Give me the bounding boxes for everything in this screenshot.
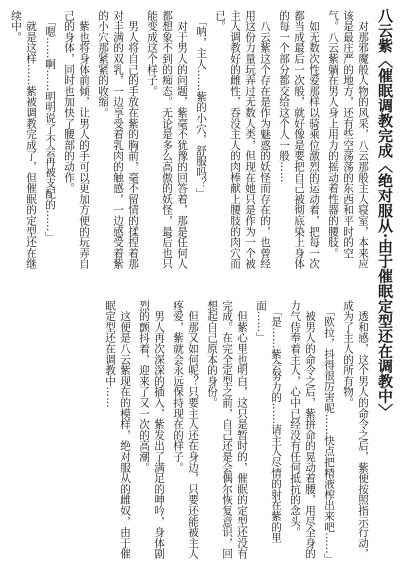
paragraph: 「是……紫会努力的……请主人尽情的射在紫的里面……」 <box>255 300 282 544</box>
paragraph: 但紫心里也明白，这只是暂时的，催眠的定型还没有完成。在完全定型之前，自己还是会偶尔恢复意识，回想起自己原本的身份。 <box>206 300 248 560</box>
document-title: 八云紫〈催眠调教完成〈绝对服从·由于催眠定型还在调教中〉 <box>376 8 394 419</box>
paragraph: 这便是八云紫现在的模样，绝对服从的雌奴，由于催眠定型还在调教中…… <box>104 300 131 560</box>
paragraph: 被男人的命令之后，紫拼命的晃动着腰，用尽全身的力气侍奉着主人，心中已经没有任何抵抗的念头。 <box>289 300 316 560</box>
paragraph: 如无数次性爱那样以骑乘位激烈的运动着，把每一次都当成最后一次般，就好像是要把自己被彻底染上身体的每一个部分都交给这个人一般…… <box>278 10 320 270</box>
paragraph: 「呐，主人……紫的小穴，舒服吗？」 <box>195 10 207 200</box>
text-block-top <box>10 10 370 278</box>
paragraph: 对于男人的问题，紫毫不犹豫的回答着，那是任何人都想象不到的痴态。无论是多么高傲的妖怪，最后也只能变成这个样子。 <box>146 10 188 270</box>
paragraph: 男人将自己的手放在紫的胸前，毫不留情的揉捏着那对丰满的双乳，一边享受着乳肉的触感，一边感受着紫的小穴那紧紧的收缩。 <box>97 10 139 270</box>
paragraph: 对那邪魔般人物的风采，八云那般主人寝室，本来应该是最庄严的地方，还有些空荡荡的东西和平时的空气。八云紫躺在男人身上用力的摇动着性器的腰肢。 <box>327 10 369 270</box>
paragraph: 就是这样……紫被调教完成了，但催眠的定型还在继续中。 <box>10 10 37 270</box>
paragraph: 「欧拉，抖得很厉害呢……快点把精液榨出来吧……」 <box>323 300 335 565</box>
paragraph: 紫也将身体前倾，让男人的手可以更加方便的玩弄自己的身体，同时也加快了腰部的动作。 <box>63 10 90 270</box>
text-block-bottom <box>26 300 370 565</box>
paragraph: 透和感，这个男人的命令之后，紫便按照指示行动，成为了主人的所有物。 <box>342 300 369 560</box>
paragraph: 但那又如何呢？只要主人还在身边，只要还能被主人疼爱，紫就会永远保持现在的样子。 <box>172 300 199 560</box>
paragraph: 八云紫这个存在是作为魅惑的妖怪而存在的，也曾经用这份力量玩弄过无数人类，但现在她只是作为一个被主人调教好的雌性，吞没主人的肉棒献上腰肢的肉穴而已。 <box>214 10 271 270</box>
paragraph: 「嗯……啊……明明说了不会再被支配的……」 <box>44 10 56 243</box>
paragraph: 男人再次深深的插入，紫发出了满足的呻吟，身体剧烈的颤抖着，迎来了又一次的高潮。 <box>138 300 165 560</box>
